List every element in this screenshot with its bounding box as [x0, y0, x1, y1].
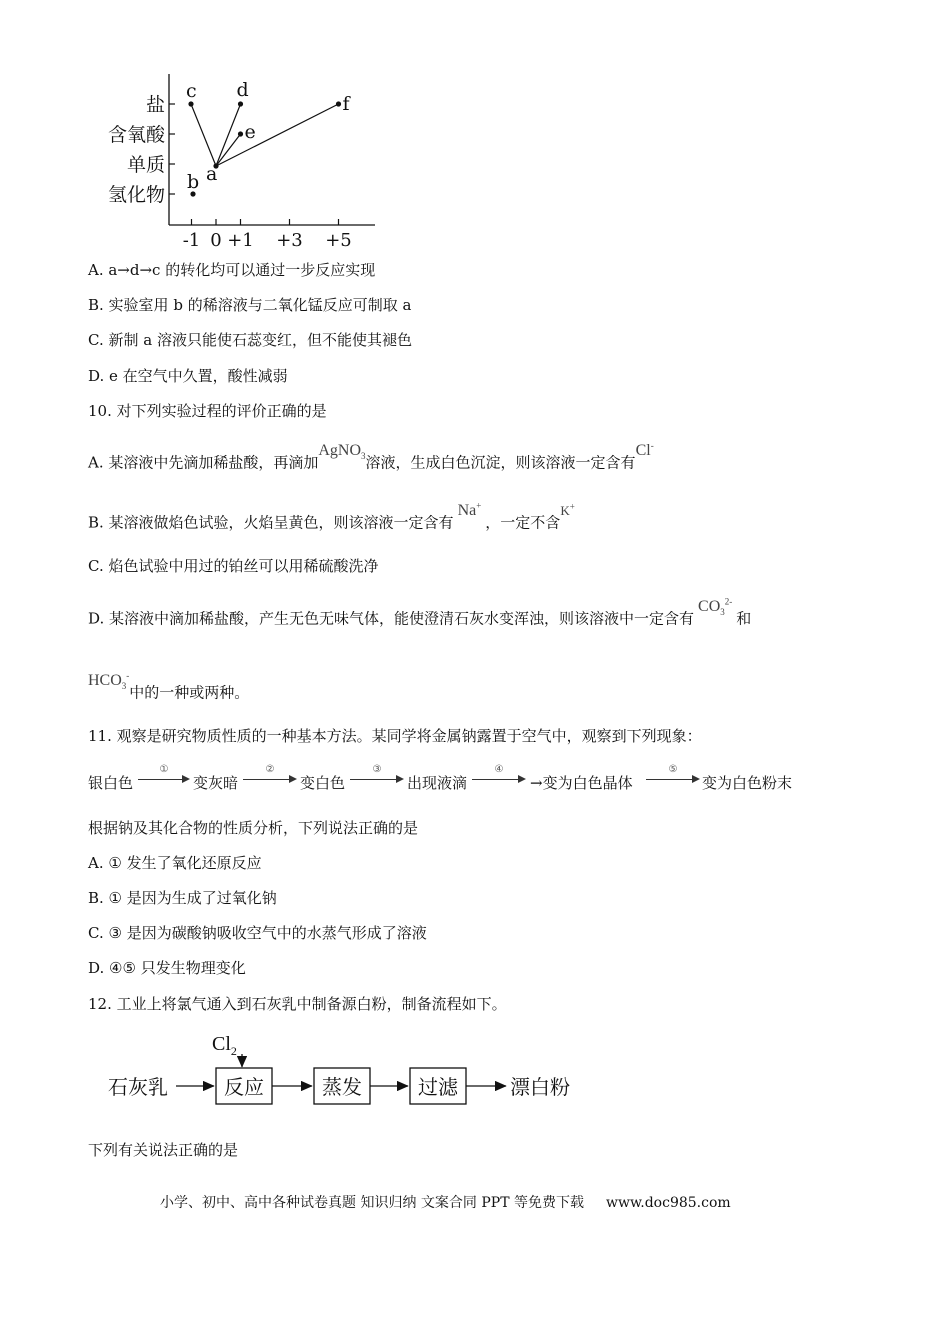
- q11-option-c: C. ③ 是因为碳酸钠吸收空气中的水蒸气形成了溶液: [88, 924, 427, 942]
- q9-option-b: B. 实验室用 b 的稀溶液与二氧化锰反应可制取 a: [88, 296, 412, 314]
- page-footer: [160, 1192, 731, 1212]
- formula-agno3: [318, 442, 366, 462]
- q11-stem: 11. 观察是研究物质性质的一种基本方法。某同学将金属钠露置于空气中，观察到下列现象：: [88, 727, 702, 745]
- y-tick-label-1: 盐: [145, 94, 165, 116]
- chain-step-4: ④: [494, 764, 504, 775]
- x-tick-label-2: 0: [210, 230, 222, 250]
- chain-step-3: ③: [372, 764, 382, 775]
- formula-co3-sup: 2-: [724, 597, 733, 607]
- formula-co3-main: CO: [698, 598, 721, 616]
- q10-d-text-1: D. 某溶液中滴加稀盐酸，产生无色无味气体，能使澄清石灰水变浑浊，则该溶液中一定含有: [88, 609, 695, 628]
- formula-hco3-sup: -: [126, 671, 130, 681]
- flow-reagent: [212, 1033, 237, 1058]
- x-tick-label-1: -1: [182, 230, 201, 250]
- flow-reagent-sub: 2: [230, 1044, 237, 1058]
- chain-state-3: 变白色: [300, 774, 346, 792]
- formula-k-sup: +: [569, 502, 575, 512]
- q11-option-b: B. ① 是因为生成了过氧化钠: [88, 889, 277, 907]
- q10-a-text-1: A. 某溶液中先滴加稀盐酸，再滴加: [88, 453, 319, 472]
- q10-stem: 10. 对下列实验过程的评价正确的是: [88, 402, 327, 420]
- formula-co3: [698, 597, 733, 618]
- q10-option-c: C. 焰色试验中用过的铂丝可以用稀硫酸洗净: [88, 557, 379, 575]
- chain-arrow-5: [646, 766, 700, 790]
- formula-agno3-sub: 3: [361, 451, 366, 462]
- formula-k-main: K: [560, 503, 570, 519]
- chain-arrow-3: [350, 766, 404, 790]
- link-a-f: [216, 104, 339, 166]
- y-tick-label-4: 氢化物: [107, 184, 165, 206]
- link-a-d: [216, 104, 241, 166]
- chain-state-6: 变为白色粉末: [702, 774, 793, 792]
- q9-option-d: D. e 在空气中久置，酸性减弱: [88, 367, 288, 385]
- q9-option-c: C. 新制 a 溶液只能使石蕊变红，但不能使其褪色: [88, 331, 412, 349]
- link-a-e: [216, 134, 241, 166]
- x-tick-label-4: +3: [276, 230, 303, 250]
- point-f: [336, 101, 341, 106]
- point-label-b: b: [187, 171, 200, 193]
- q12-prompt: 下列有关说法正确的是: [88, 1141, 239, 1159]
- formula-hco3: [88, 671, 130, 692]
- flow-output: 漂白粉: [510, 1075, 570, 1099]
- chain-step-1: ①: [159, 764, 169, 775]
- y-tick-label-2: 含氧酸: [107, 124, 165, 146]
- q10-d-and: 和: [736, 609, 752, 628]
- x-tick-label-3: +1: [227, 230, 254, 250]
- chain-state-5: →变为白色晶体: [530, 774, 633, 792]
- q11-prompt: 根据钠及其化合物的性质分析，下列说法正确的是: [88, 819, 419, 837]
- flow-step-react: 反应: [224, 1075, 264, 1099]
- q10-option-a: [88, 441, 654, 479]
- point-label-f: f: [342, 93, 350, 115]
- chain-step-2: ②: [265, 764, 275, 775]
- formula-na-main: Na: [457, 502, 477, 520]
- q10-option-d-cont: [88, 671, 250, 709]
- chain-arrow-4: [472, 766, 526, 790]
- point-c: [188, 101, 193, 106]
- q10-option-b: [88, 501, 575, 533]
- flow-step-filter: 过滤: [418, 1075, 458, 1099]
- valence-chart: [90, 70, 380, 250]
- point-label-d: d: [236, 79, 249, 101]
- flow-reagent-main: Cl: [212, 1033, 231, 1055]
- formula-co3-sub: 3: [720, 607, 725, 618]
- q9-option-a: A. a→d→c 的转化均可以通过一步反应实现: [88, 261, 376, 279]
- point-label-a: a: [206, 163, 218, 185]
- chain-state-1: 银白色: [88, 774, 134, 792]
- footer-url: www.doc985.com: [605, 1195, 731, 1211]
- point-label-c: c: [186, 80, 197, 102]
- flow-input: 石灰乳: [108, 1075, 168, 1099]
- chain-arrow-2: [243, 766, 297, 790]
- point-e: [238, 131, 243, 136]
- q10-d-text-2: 中的一种或两种。: [129, 683, 250, 702]
- x-tick-label-5: +5: [325, 230, 352, 250]
- q10-a-text-2: 溶液，生成白色沉淀，则该溶液一定含有: [365, 453, 636, 472]
- chain-step-5: ⑤: [668, 764, 678, 775]
- q11-option-a: A. ① 发生了氧化还原反应: [88, 854, 262, 872]
- q10-b-text-1: B. 某溶液做焰色试验，火焰呈黄色，则该溶液一定含有: [88, 513, 454, 532]
- point-d: [238, 101, 243, 106]
- q10-b-text-2: ，一定不含: [485, 513, 561, 532]
- formula-k-ion: [560, 503, 574, 518]
- point-label-e: e: [244, 121, 256, 143]
- chain-state-4: 出现液滴: [407, 774, 468, 792]
- formula-cl-sup: -: [650, 441, 654, 451]
- q10-option-d: [88, 597, 752, 635]
- formula-hco3-sub: 3: [121, 681, 127, 692]
- formula-na-ion: [458, 502, 482, 519]
- flow-step-evaporate: 蒸发: [322, 1075, 362, 1099]
- formula-hco3-main: HCO: [88, 672, 122, 690]
- formula-cl-main: Cl: [635, 442, 651, 460]
- bleach-flow-diagram: [100, 1028, 590, 1112]
- formula-cl-ion: [636, 442, 654, 459]
- formula-na-sup: +: [476, 501, 482, 511]
- y-tick-label-3: 单质: [126, 154, 165, 176]
- q11-option-d: D. ④⑤ 只发生物理变化: [88, 959, 246, 977]
- chain-arrow-1: [138, 766, 190, 790]
- link-a-c: [191, 104, 216, 166]
- q12-stem: 12. 工业上将氯气通入到石灰乳中制备源白粉，制备流程如下。: [88, 995, 507, 1013]
- sodium-observation-chain: [88, 762, 828, 796]
- chain-state-2: 变灰暗: [193, 774, 239, 792]
- formula-agno3-main: AgNO: [318, 442, 362, 460]
- footer-text: 小学、初中、高中各种试卷真题 知识归纳 文案合同 PPT 等免费下载: [160, 1195, 584, 1211]
